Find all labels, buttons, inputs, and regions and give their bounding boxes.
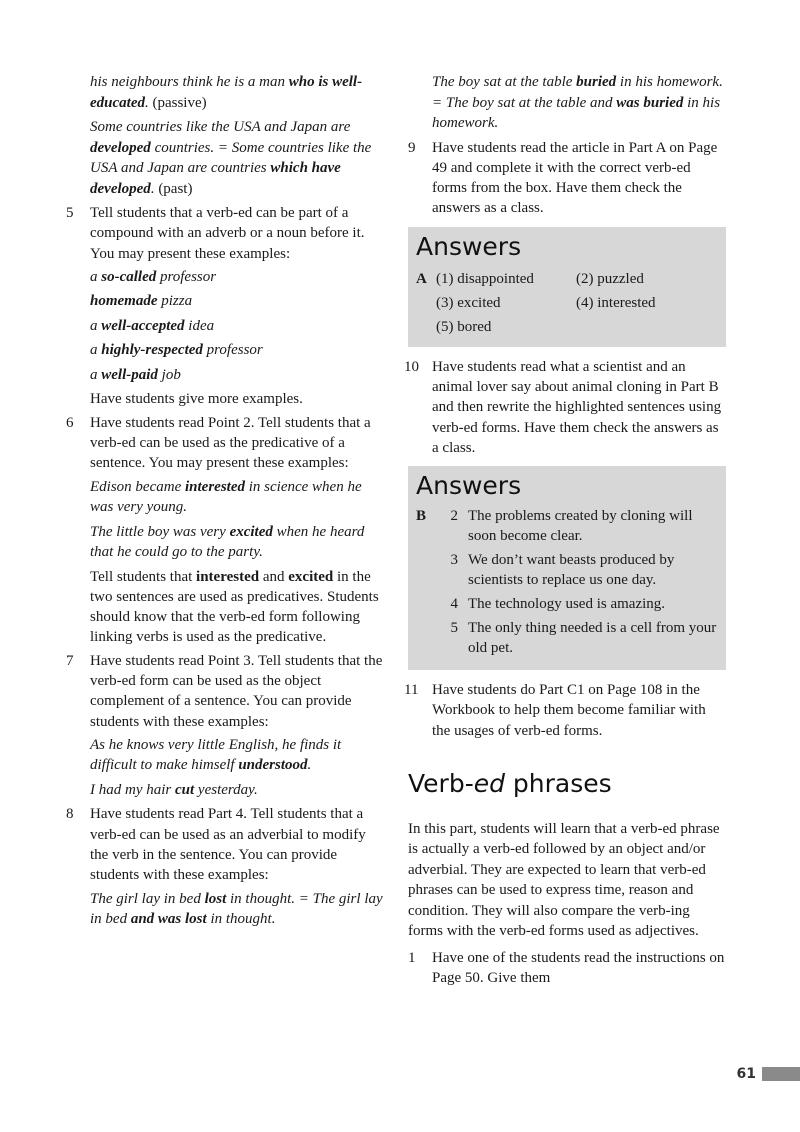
instruction-10: 10 Have students read what a scientist and an animal lover say about animal cloning in Part B and then rewrite the highlighted sentences using verb-ed forms. Have them check the answers as a class. <box>404 358 722 456</box>
answer-row: 3 We don’t want beasts produced by scientists to replace us one day. <box>450 552 675 589</box>
object-complement-example: As he knows very little English, he finds it difficult to make himself understood. <box>90 736 342 774</box>
section-heading: Verb-ed phrases <box>408 769 612 799</box>
page-number-bar <box>762 1067 800 1081</box>
predicative-example: Edison became interested in science when he was very young. <box>90 478 362 516</box>
object-complement-example: I had my hair cut yesterday. <box>90 781 258 798</box>
compound-example: a well-paid job <box>90 366 181 383</box>
adverbial-example: The girl lay in bed lost in thought. = The girl lay in bed and was lost in thought. <box>90 890 383 928</box>
compound-example: homemade pizza <box>90 293 193 310</box>
compound-example: a well-accepted idea <box>90 317 215 334</box>
answer-row: A (1) disappointed (2) puzzled <box>416 270 644 287</box>
instruction-7: 7 Have students read Point 3. Tell students that the verb-ed form can be used as the object complement of a sentence. You can provide students with these examples: <box>66 652 383 730</box>
answers-box-a <box>408 227 726 347</box>
page-number: 61 <box>737 1066 800 1082</box>
instruction-6-text: Have students read Point 2. Tell students that a verb-ed can be used as the predicative of a sentence. You may present these examples: <box>90 414 371 472</box>
instruction-9-text: Have students read the article in Part A on Page 49 and complete it with the correct verb-ed forms from the box. Have them check the answers as a class. <box>432 139 718 217</box>
right-column <box>404 72 726 991</box>
compound-example: a so-called professor <box>90 268 217 285</box>
predicative-example: The little boy was very excited when he heard that he could go to the party. <box>90 523 365 561</box>
left-column <box>66 72 386 934</box>
answer-row: 5 The only thing needed is a cell from your old pet. <box>450 620 717 657</box>
instruction-5: 5 Tell students that a verb-ed can be part of a compound with an adverb or a noun before it. You may present these examples: <box>66 205 365 262</box>
instruction-10-text: Have students read what a scientist and an animal lover say about animal cloning in Part B and then rewrite the highlighted sentences using verb-ed forms. Have them check the answers as a class. <box>432 358 722 456</box>
answers-box-b <box>408 466 726 670</box>
answer-row: 4 The technology used is amazing. <box>450 596 666 613</box>
instruction-8: 8 Have students read Part 4. Tell students that a verb-ed can be used as an adverbial to modify the verb in the sentence. You can provide students with these examples: <box>66 806 366 884</box>
instruction-7-text: Have students read Point 3. Tell students that the verb-ed form can be used as the object complement of a sentence. You can provide students with these examples: <box>90 652 383 730</box>
instruction-1-text: Have one of the students read the instructions on Page 50. Give them <box>432 949 725 986</box>
answer-row: (3) excited (4) interested <box>436 294 656 311</box>
instruction-11-text: Have students do Part C1 on Page 108 in the Workbook to help them become familiar with the usages of verb-ed forms. <box>432 682 706 739</box>
instruction-5-text: Tell students that a verb-ed can be part of a compound with an adverb or a noun before it. You may present these examples: <box>90 205 365 262</box>
instruction-6: 6 Have students read Point 2. Tell students that a verb-ed can be used as the predicative of a sentence. You may present these examples: <box>66 414 371 472</box>
section-intro: In this part, students will learn that a verb-ed phrase is actually a verb-ed followed by an object and/or adverbial. They are expected to learn that verb-ed phrases can be used to express time, reason and condition. They will also compare the verb-ing forms with the verb-ed forms used as adjectives. <box>408 821 720 940</box>
example-passive: his neighbours think he is a man who is well-educated. (passive) <box>90 74 363 111</box>
answers-heading: Answers <box>416 471 522 501</box>
instruction-6-followup: Tell students that interested and excited in the two sentences are used as predicatives. Students should know that the verb-ed form following linking verbs is used as the predicative. <box>90 568 379 646</box>
instruction-5-followup: Have students give more examples. <box>90 391 303 408</box>
instruction-8-text: Have students read Part 4. Tell students that a verb-ed can be used as an adverbial to modify the verb in the sentence. You can provide students with these examples: <box>90 806 366 884</box>
compound-example: a highly-respected professor <box>90 342 263 359</box>
answers-heading: Answers <box>416 231 522 261</box>
answer-row: (5) bored <box>436 318 492 335</box>
instruction-11: 11 Have students do Part C1 on Page 108 in the Workbook to help them become familiar with the usages of verb-ed forms. <box>404 682 706 739</box>
answer-row: B 2 The problems created by cloning will soon become clear. <box>416 508 693 545</box>
instruction-1: 1 Have one of the students read the instructions on Page 50. Give them <box>408 949 725 986</box>
instruction-9: 9 Have students read the article in Part A on Page 49 and complete it with the correct verb-ed forms from the box. Have them check the answers as a class. <box>408 139 718 217</box>
example-past: Some countries like the USA and Japan are developed countries. = Some countries like the USA and Japan are countries which have developed. (past) <box>90 119 372 197</box>
adverbial-example-continued: The boy sat at the table buried in his homework. = The boy sat at the table and was buried in his homework. <box>432 74 723 131</box>
